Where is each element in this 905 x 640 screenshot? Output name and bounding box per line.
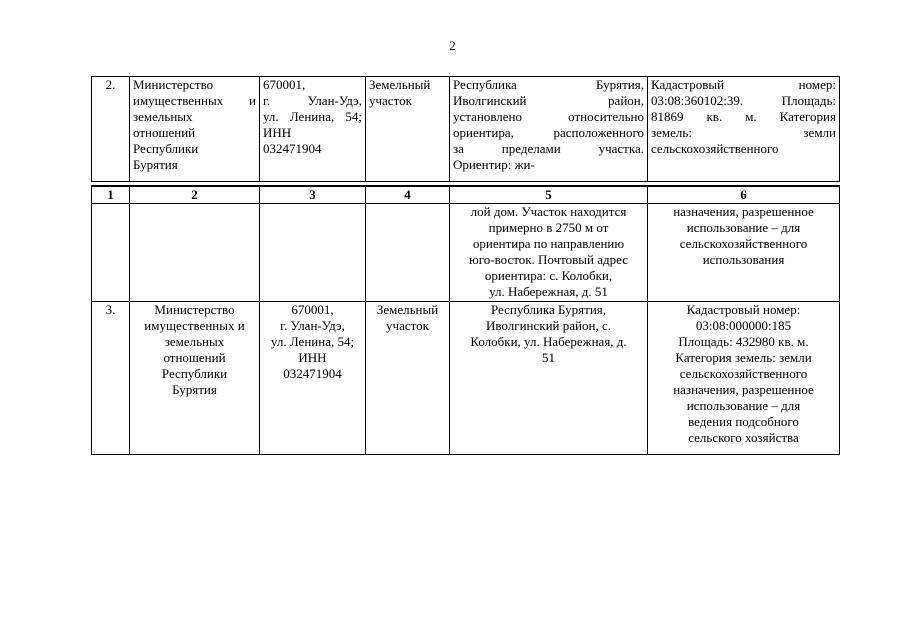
row-number: 3. bbox=[105, 302, 116, 317]
details-line: Площадь: 432980 кв. м. bbox=[678, 334, 809, 349]
owner-line: Министерство bbox=[154, 302, 235, 317]
address-cell bbox=[260, 204, 366, 302]
details-line: использование – для bbox=[686, 398, 801, 413]
location-line: ориентира по направлению bbox=[472, 236, 625, 251]
location-line: юго-восток. Почтовый адрес bbox=[469, 252, 628, 267]
details-line: 81869 кв. м. Категория bbox=[651, 109, 836, 124]
owner-line: имущественных и bbox=[133, 93, 256, 108]
column-header: 6 bbox=[648, 186, 840, 204]
details-cell bbox=[648, 77, 840, 182]
type-line: участок bbox=[369, 93, 412, 108]
type-cell bbox=[366, 77, 450, 182]
type-line: Земельный bbox=[369, 77, 431, 92]
address-cell bbox=[260, 77, 366, 182]
location-line: лой дом. Участок находится bbox=[470, 204, 627, 219]
row-number: 2. bbox=[105, 77, 116, 92]
details-cell bbox=[648, 204, 840, 302]
owner-cell bbox=[130, 204, 260, 302]
details-line: сельского хозяйства bbox=[688, 430, 799, 445]
owner-line: имущественных и bbox=[144, 318, 245, 333]
details-line: назначения, разрешенное bbox=[673, 204, 814, 219]
type-line: участок bbox=[386, 318, 429, 333]
location-line: 51 bbox=[542, 350, 555, 365]
details-line: сельскохозяйственного bbox=[651, 141, 779, 156]
details-line: 03:08:360102:39. Площадь: bbox=[651, 93, 836, 108]
row-number-cell bbox=[92, 204, 130, 302]
address-line: 032471904 bbox=[263, 141, 322, 156]
table-row bbox=[92, 302, 840, 455]
location-cell bbox=[450, 77, 648, 182]
location-line: Иволгинский район, bbox=[453, 93, 644, 108]
type-cell bbox=[366, 302, 450, 455]
table-row bbox=[92, 204, 840, 302]
row-number-cell bbox=[92, 302, 130, 455]
owner-cell bbox=[130, 77, 260, 182]
details-line: сельскохозяйственного bbox=[679, 236, 808, 251]
details-line: ведения подсобного bbox=[688, 414, 799, 429]
page-number: 2 bbox=[449, 38, 456, 53]
location-line: за пределами участка. bbox=[453, 141, 644, 156]
owner-line: Бурятия bbox=[172, 382, 217, 397]
table-row bbox=[92, 77, 840, 182]
address-line: ул. Ленина, 54; bbox=[263, 109, 362, 124]
owner-line: отношений bbox=[133, 125, 196, 140]
main-table bbox=[91, 185, 840, 455]
location-line: Республика Бурятия, bbox=[453, 77, 644, 92]
column-header: 2 bbox=[130, 186, 260, 204]
address-line: 670001, bbox=[291, 302, 334, 317]
row-number-cell bbox=[92, 77, 130, 182]
location-cell bbox=[450, 204, 648, 302]
address-line: ИНН bbox=[263, 125, 292, 140]
owner-line: Республики bbox=[133, 141, 199, 156]
location-line: Колобки, ул. Набережная, д. bbox=[470, 334, 627, 349]
owner-line: земельных bbox=[133, 109, 193, 124]
type-line: Земельный bbox=[376, 302, 439, 317]
address-line: 032471904 bbox=[283, 366, 342, 381]
details-line: 03:08:000000:185 bbox=[695, 318, 792, 333]
top-table-fragment bbox=[91, 76, 840, 182]
owner-line: отношений bbox=[163, 350, 226, 365]
details-cell bbox=[648, 302, 840, 455]
address-line: г. Улан-Удэ, bbox=[263, 93, 362, 108]
owner-cell bbox=[130, 302, 260, 455]
address-line: 670001, bbox=[263, 77, 306, 92]
column-header: 5 bbox=[450, 186, 648, 204]
location-line: примерно в 2750 м от bbox=[488, 220, 609, 235]
location-line: установлено относительно bbox=[453, 109, 644, 124]
details-line: земель: земли bbox=[651, 125, 836, 140]
address-cell bbox=[260, 302, 366, 455]
type-cell bbox=[366, 204, 450, 302]
location-line: Ориентир: жи- bbox=[453, 157, 535, 172]
details-line: Категория земель: земли bbox=[675, 350, 812, 365]
owner-line: Республики bbox=[161, 366, 228, 381]
location-cell bbox=[450, 302, 648, 455]
location-line: ориентира: с. Колобки, bbox=[484, 268, 613, 283]
address-line: г. Улан-Удэ, bbox=[280, 318, 345, 333]
location-line: ориентира, расположенного bbox=[453, 125, 644, 140]
details-line: сельскохозяйственного bbox=[679, 366, 808, 381]
details-line: использование – для bbox=[686, 220, 801, 235]
location-line: Республика Бурятия, bbox=[490, 302, 607, 317]
owner-line: Бурятия bbox=[133, 157, 178, 172]
column-header: 4 bbox=[366, 186, 450, 204]
details-line: назначения, разрешенное bbox=[673, 382, 814, 397]
address-line: ул. Ленина, 54; bbox=[270, 334, 355, 349]
details-line: Кадастровый номер: bbox=[651, 77, 836, 92]
address-line: ИНН bbox=[298, 350, 327, 365]
column-header: 3 bbox=[260, 186, 366, 204]
details-line: использования bbox=[702, 252, 785, 267]
owner-line: земельных bbox=[164, 334, 225, 349]
owner-line: Министерство bbox=[133, 77, 214, 92]
column-header-row bbox=[92, 186, 840, 204]
details-line: Кадастровый номер: bbox=[686, 302, 801, 317]
location-line: Иволгинский район, с. bbox=[486, 318, 611, 333]
column-header: 1 bbox=[92, 186, 130, 204]
location-line: ул. Набережная, д. 51 bbox=[489, 284, 608, 299]
